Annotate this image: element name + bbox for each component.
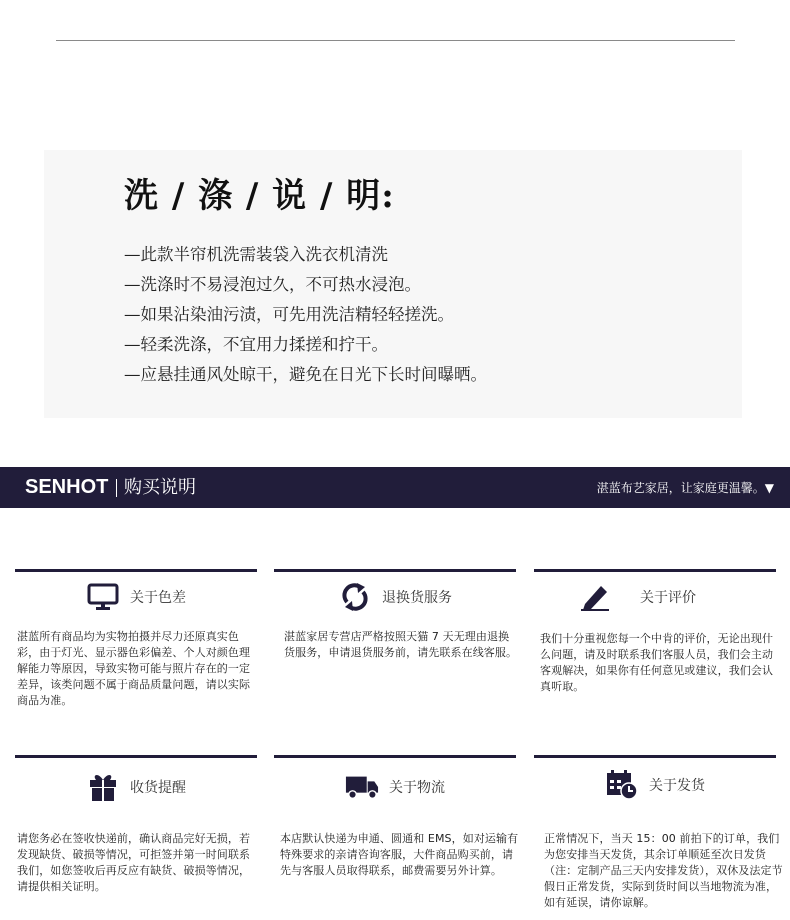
card-rule [274, 755, 516, 758]
brand-logo: SENHOT [25, 476, 109, 498]
card-title: 关于评价 [640, 590, 696, 606]
exchange-icon [338, 581, 372, 613]
card-body: 请您务必在签收快递前，确认商品完好无损，若发现缺货、破损等情况，可拒签并第一时间联系我们，如您签收后再反应有缺货、破损等情况，请提供相关证明。 [17, 832, 251, 893]
card-title: 退换货服务 [382, 590, 452, 606]
washing-line: —轻柔洗涤，不宜用力揉搓和拧干。 [124, 335, 388, 354]
washing-title: 洗 / 涤 / 说 / 明: [124, 176, 395, 216]
card-rule [534, 569, 776, 572]
card-title: 关于发货 [649, 778, 705, 794]
pencil-icon [578, 581, 612, 613]
calendar-clock-icon [605, 769, 639, 801]
card-body: 湛蓝所有商品均为实物拍摄并尽力还原真实色彩，由于灯光、显示器色彩偏差、个人对颜色理解能力等原因，导致实物可能与照片存在的一定差异，该类问题不属于商品质量问题，请以实际商品为准。 [17, 630, 251, 707]
purchase-info-banner [0, 467, 790, 508]
washing-instructions-list [124, 240, 487, 390]
monitor-icon [86, 581, 120, 613]
card-body: 我们十分重视您每一个中肯的评价，无论出现什么问题，请及时联系我们客服人员，我们会主动客观解决，如果你有任何意见或建议，我们会认真听取。 [540, 632, 774, 693]
washing-line: —如果沾染油污渍，可先用洗洁精轻轻搓洗。 [124, 305, 454, 324]
card-body: 湛蓝家居专营店严格按照天猫 7 天无理由退换货服务，申请退货服务前，请先联系在线客服。 [284, 630, 518, 659]
banner-slogan: 湛蓝布艺家居，让家庭更温馨。▼ [596, 481, 774, 495]
card-rule [15, 755, 257, 758]
banner-title: 购买说明 [124, 477, 196, 498]
washing-line: —应悬挂通风处晾干，避免在日光下长时间曝晒。 [124, 365, 487, 384]
card-rule [15, 569, 257, 572]
card-rule [274, 569, 516, 572]
truck-icon [345, 771, 379, 803]
card-body: 本店默认快递为申通、圆通和 EMS，如对运输有特殊要求的亲请咨询客服，大件商品购买前，请先与客服人员取得联系，邮费需要另外计算。 [280, 832, 519, 877]
card-rule [534, 755, 776, 758]
top-divider [56, 40, 735, 41]
banner-divider [116, 479, 117, 497]
card-title: 收货提醒 [130, 780, 186, 796]
card-title: 关于色差 [130, 590, 186, 606]
card-body: 正常情况下，当天 15：00 前拍下的订单，我们为您安排当天发货，其余订单顺延至次日发货（注：定制产品三天内安排发货），双休及法定节假日正常发货，实际到货时间以当地物流为准，如有延误，请你谅解。 [544, 832, 783, 909]
card-title: 关于物流 [389, 780, 445, 796]
washing-line: —洗涤时不易浸泡过久，不可热水浸泡。 [124, 275, 421, 294]
washing-line: —此款半帘机洗需装袋入洗衣机清洗 [124, 245, 388, 264]
gift-icon [86, 771, 120, 803]
